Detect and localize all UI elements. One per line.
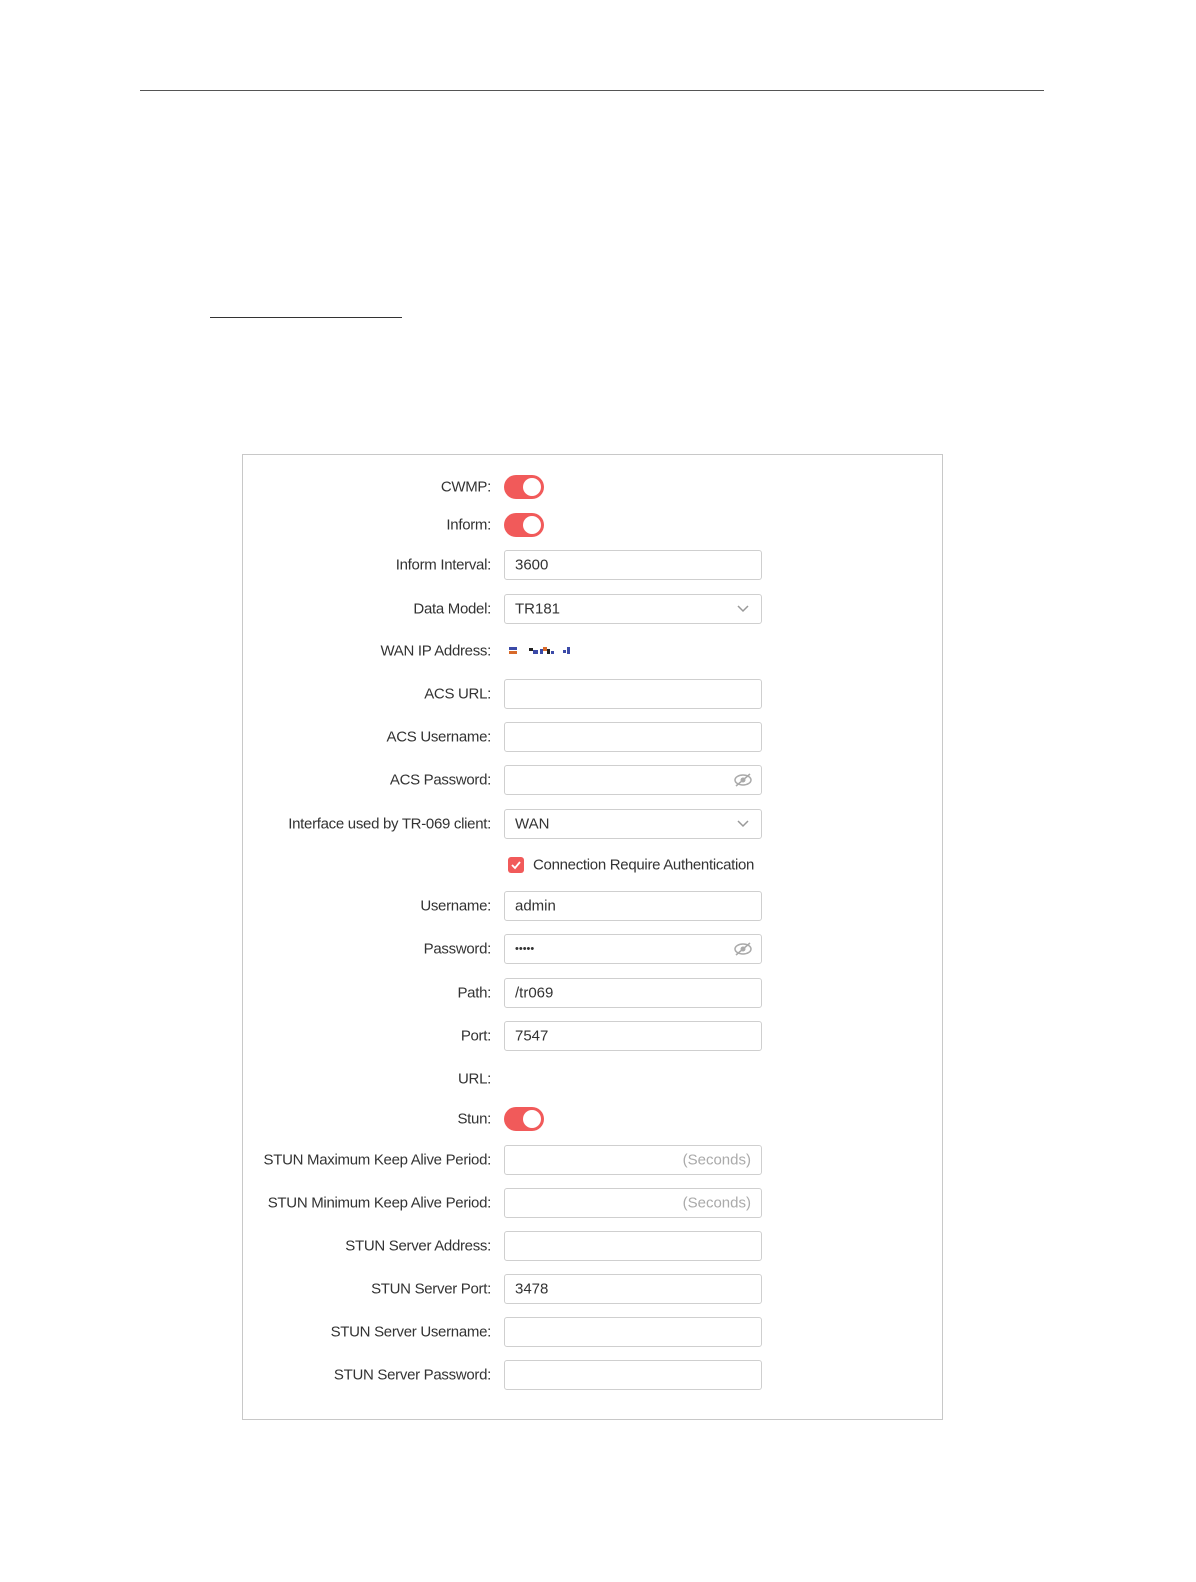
acs-password-input[interactable] [504, 765, 762, 795]
cwmp-label: CWMP: [440, 478, 491, 496]
url-row [243, 1063, 942, 1095]
stun-server-username-label: STUN Server Username: [330, 1323, 491, 1341]
stun-row [243, 1103, 942, 1135]
username-label: Username: [420, 897, 491, 915]
stun-min-row [243, 1187, 942, 1219]
port-input[interactable] [504, 1021, 762, 1051]
hyperlink-underline [210, 317, 402, 318]
data-model-value: TR181 [515, 600, 561, 618]
acs-username-input[interactable] [504, 722, 762, 752]
stun-server-username-row [243, 1316, 942, 1348]
username-row [243, 890, 942, 922]
stun-min-input[interactable] [504, 1188, 762, 1218]
chevron-down-icon [733, 816, 753, 832]
path-input[interactable] [504, 978, 762, 1008]
cwmp-row [243, 471, 942, 503]
password-input[interactable] [504, 934, 762, 964]
toggle-knob [523, 1110, 541, 1128]
toggle-knob [523, 516, 541, 534]
inform-interval-input[interactable] [504, 550, 762, 580]
acs-password-row [243, 764, 942, 796]
stun-server-port-value: 3478 [515, 1280, 549, 1298]
toggle-knob [523, 478, 541, 496]
inform-row [243, 509, 942, 541]
conn-auth-label: Connection Require Authentication [533, 856, 755, 874]
wan-ip-label: WAN IP Address: [380, 642, 491, 660]
port-row [243, 1020, 942, 1052]
stun-max-input[interactable] [504, 1145, 762, 1175]
password-value: ••••• [515, 943, 535, 955]
data-model-row [243, 593, 942, 625]
stun-label: Stun: [457, 1110, 491, 1128]
stun-server-username-input[interactable] [504, 1317, 762, 1347]
stun-max-label: STUN Maximum Keep Alive Period: [263, 1151, 491, 1169]
acs-username-label: ACS Username: [386, 728, 491, 746]
path-value: /tr069 [515, 984, 554, 1002]
path-label: Path: [457, 984, 491, 1002]
inform-interval-row [243, 549, 942, 581]
eye-off-icon[interactable] [733, 941, 753, 957]
interface-select[interactable] [504, 809, 762, 839]
stun-server-port-input[interactable] [504, 1274, 762, 1304]
acs-username-row [243, 721, 942, 753]
acs-url-row [243, 678, 942, 710]
cwmp-toggle[interactable] [504, 475, 544, 499]
top-divider [140, 90, 1044, 91]
inform-toggle[interactable] [504, 513, 544, 537]
password-row [243, 933, 942, 965]
interface-value: WAN [515, 815, 550, 833]
conn-auth-checkbox[interactable] [508, 857, 524, 873]
port-value: 7547 [515, 1027, 549, 1045]
stun-server-port-row [243, 1273, 942, 1305]
username-input[interactable] [504, 891, 762, 921]
data-model-label: Data Model: [413, 600, 491, 618]
stun-server-address-label: STUN Server Address: [345, 1237, 491, 1255]
stun-server-address-input[interactable] [504, 1231, 762, 1261]
wan-ip-row [243, 635, 942, 667]
password-label: Password: [423, 940, 491, 958]
stun-server-password-label: STUN Server Password: [333, 1366, 491, 1384]
stun-server-address-row [243, 1230, 942, 1262]
stun-min-label: STUN Minimum Keep Alive Period: [267, 1194, 491, 1212]
path-row [243, 977, 942, 1009]
inform-interval-value: 3600 [515, 556, 549, 574]
interface-row [243, 808, 942, 840]
username-value: admin [515, 897, 556, 915]
stun-min-placeholder: (Seconds) [682, 1194, 751, 1212]
chevron-down-icon [733, 601, 753, 617]
wan-ip-value-redacted [507, 645, 587, 657]
port-label: Port: [460, 1027, 491, 1045]
acs-url-input[interactable] [504, 679, 762, 709]
acs-password-label: ACS Password: [389, 771, 491, 789]
stun-max-row [243, 1144, 942, 1176]
conn-auth-row [243, 849, 942, 881]
stun-server-password-row [243, 1359, 942, 1391]
eye-off-icon[interactable] [733, 772, 753, 788]
stun-server-port-label: STUN Server Port: [371, 1280, 491, 1298]
data-model-select[interactable] [504, 594, 762, 624]
acs-url-label: ACS URL: [424, 685, 491, 703]
url-label: URL: [458, 1070, 491, 1088]
inform-interval-label: Inform Interval: [395, 556, 491, 574]
stun-toggle[interactable] [504, 1107, 544, 1131]
checkmark-icon [508, 857, 524, 873]
tr069-settings-panel [242, 454, 943, 1420]
interface-label: Interface used by TR-069 client: [288, 815, 491, 833]
stun-server-password-input[interactable] [504, 1360, 762, 1390]
inform-label: Inform: [446, 516, 491, 534]
stun-max-placeholder: (Seconds) [682, 1151, 751, 1169]
